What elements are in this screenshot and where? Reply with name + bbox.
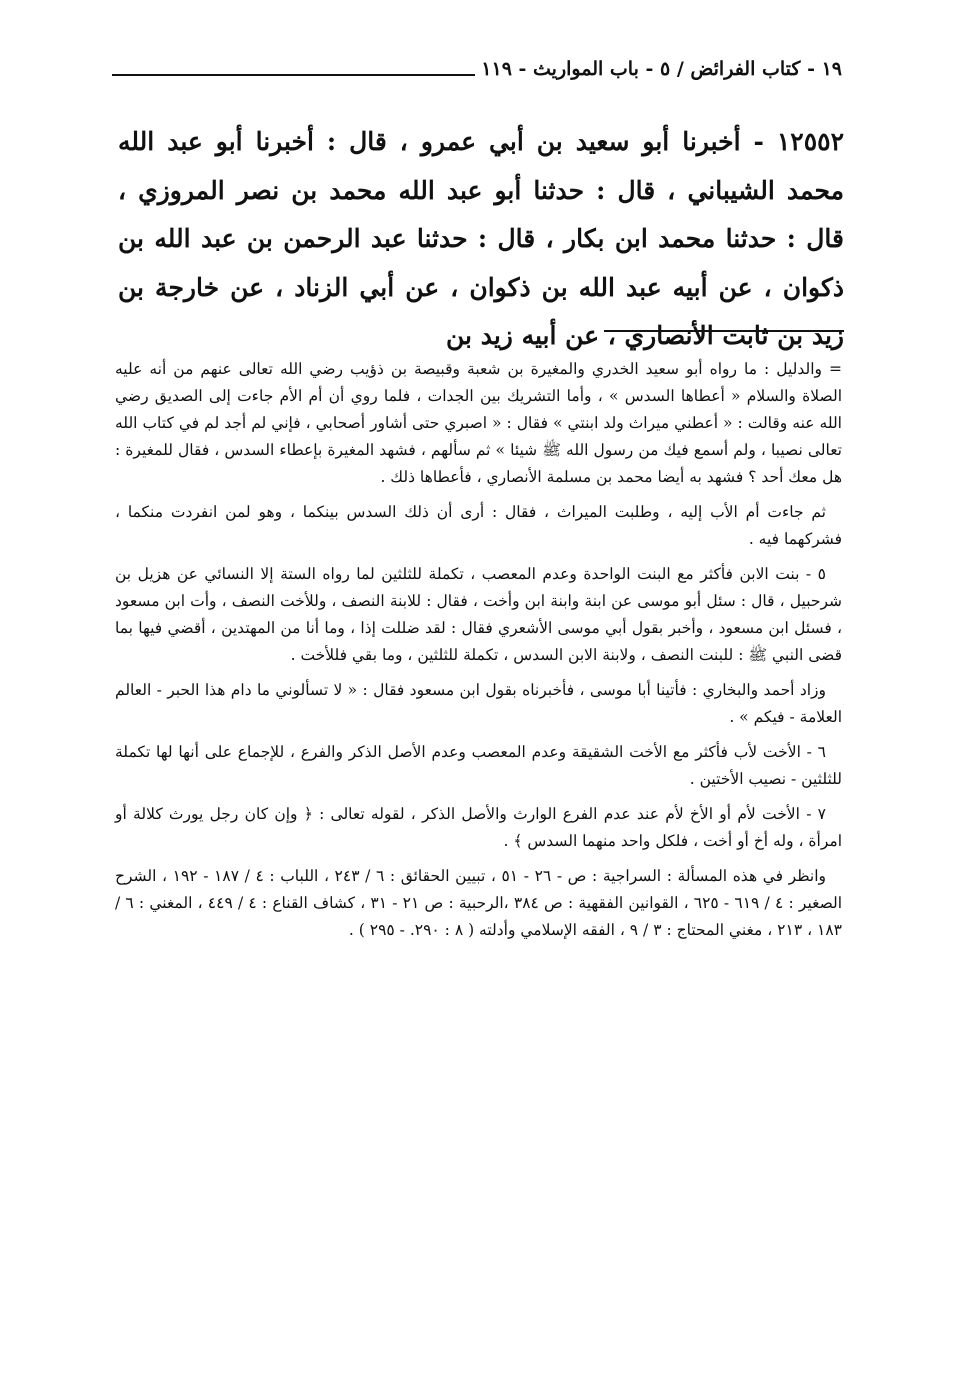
footnote-paragraph: وانظر في هذه المسألة : السراجية : ص - ٢٦ - ٥١ ، تبيين الحقائق : ٦ / ٢٤٣ ، اللباب : ٤ / ١٨٧ - ١٩٢ ، الشرح الصغير : ٤ / ٦١٩ - ٦٢٥ ، القوانين الفقهية : ص ٣٨٤ ،الرحبية : ص ٢١ - ٣١ ، كشاف القناع : ٤ / ٤٤٩ ، المغني : ٦ / ١٨٣ ، ٢١٣ ، مغني المحتاج : ٣ / ٩ ، الفقه الإسلامي وأدلته ( ٨ : ٢٩٠. - ٢٩٥ ) . bbox=[115, 867, 843, 939]
footnote-paragraph: ٦ - الأخت لأب فأكثر مع الأخت الشقيقة وعدم المعصب وعدم الأصل الذكر والفرع ، للإجماع على أنها لها تكملة للثلثين - نصيب الأختين . bbox=[115, 743, 842, 788]
footnote-paragraph: ٧ - الأخت لأم أو الأخ لأم عند عدم الفرع الوارث والأصل الذكر ، لقوله تعالى : ﴿ وإن كان رجل يورث كلالة أو امرأة ، وله أخ أو أخت ، فلكل واحد منهما السدس ﴾ . bbox=[115, 805, 842, 850]
header-rule bbox=[112, 74, 475, 76]
running-title: ١٩ - كتاب الفرائض / ٥ - باب المواريث - ١١٩ bbox=[481, 58, 842, 80]
footnote-paragraph: ثم جاءت أم الأب إليه ، وطلبت الميراث ، فقال : أرى أن ذلك السدس بينكما ، وهو لمن انفردت منكما ، فشركهما فيه . bbox=[115, 503, 842, 548]
footnote-paragraph: ٥ - بنت الابن فأكثر مع البنت الواحدة وعدم المعصب ، تكملة للثلثين لما رواه الستة إلا النسائي عن هزيل بن شرحبيل ، قال : سئل أبو موسى عن ابنة وابنة ابن وأخت ، فقال : للابنة النصف ، وللأخت النصف ، وأت ابن مسعود ، فسئل ابن مسعود ، وأخبر بقول أبي موسى الأشعري فقال : لقد ضللت إذا ، وما أنا من المهتدين ، أقضي فيها بما قضى النبي ﷺ : للبنت النصف ، ولابنة الابن السدس ، تكملة للثلثين ، وما بقي فللأخت . bbox=[115, 565, 842, 664]
footnote-separator bbox=[604, 330, 844, 332]
running-header bbox=[112, 58, 842, 80]
footnote-paragraph: = والدليل : ما رواه أبو سعيد الخدري والمغيرة بن شعبة وقبيصة بن ذؤيب رضي الله تعالى عنهم من أنه عليه الصلاة والسلام « أعطاها السدس » ، وأما التشريك بين الجدات ، فلما روي أن أم الأم جاءت إلى الصديق رضي الله عنه وقالت : « أعطني ميراث ولد ابنتي » فقال : « اصبري حتى أشاور أصحابي ، فإني لم أجد لم في كتاب الله تعالى نصيبا ، ولم أسمع فيك من رسول الله ﷺ شيئا » ثم سألهم ، فشهد المغيرة بإعطاء السدس ، فقال للمغيرة : هل معك أحد ؟ فشهد به أيضا محمد بن مسلمة الأنصاري ، فأعطاها ذلك . bbox=[115, 360, 842, 486]
hadith-text: ١٢٥٥٢ - أخبرنا أبو سعيد بن أبي عمرو ، قال : أخبرنا أبو عبد الله محمد الشيباني ، قال : حدثنا أبو عبد الله محمد بن نصر المروزي ، قال : حدثنا محمد ابن بكار ، قال : حدثنا عبد الرحمن بن عبد الله بن ذكوان ، عن أبيه عبد الله بن ذكوان ، عن أبي الزناد ، عن خارجة بن زيد بن ثابت الأنصاري ، عن أبيه زيد بن bbox=[118, 127, 844, 350]
footnotes bbox=[115, 356, 842, 952]
footnote-paragraph: وزاد أحمد والبخاري : فأتينا أبا موسى ، فأخبرناه بقول ابن مسعود فقال : « لا تسألوني ما دام هذا الحبر - العالم العلامة - فيكم » . bbox=[115, 681, 842, 726]
